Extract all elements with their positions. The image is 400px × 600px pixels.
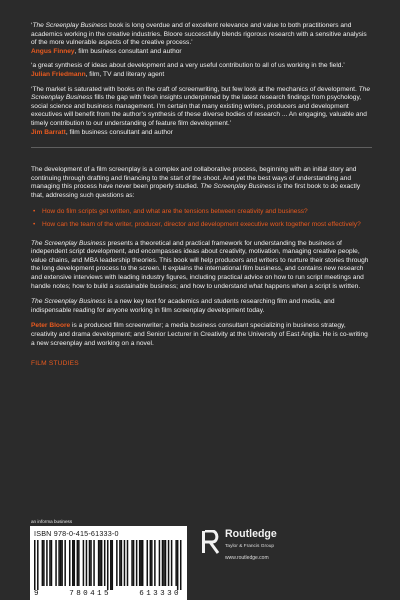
barcode-bar (150, 540, 152, 586)
barcode-bar (131, 540, 133, 586)
endorser-role: , film business consultant and author (74, 47, 182, 55)
barcode-icon (34, 540, 183, 590)
barcode-bar (49, 540, 51, 586)
barcode-bar (112, 540, 114, 590)
text-part: The development of a film screenplay is a complex and collaborative process, beginning with an initial story and continuing through drafting and financing to the start of the shoot. And yet the best ways of understanding and managing this process have never been properly studied. (31, 166, 357, 191)
barcode-digit-group: 780415 (69, 590, 111, 598)
barcode-bar (163, 540, 165, 586)
book-description (31, 166, 372, 348)
barcode-bar (175, 540, 177, 586)
barcode-bar (159, 540, 161, 586)
routledge-logo-icon (201, 530, 221, 554)
endorsement (31, 86, 372, 138)
text-part: presents a theoretical and practical framework for understanding the business of independent script development, and encompasses ideas about creativity, motivation, managing creative people, value chains, and MBA leadership theories. This book will help producers and writers to nurture their stories through the long development process to the screen. It explains the international film business, and contains new research and extensive interviews with leading industry figures, including practical advice on how to run script meetings and handle notes; how to build a sustainable business; and how to understand what happens when a script is written. (31, 239, 369, 290)
endorsements (31, 22, 372, 137)
barcode-bar (34, 540, 36, 590)
barcode-bar (107, 540, 109, 590)
barcode-bar (61, 540, 63, 586)
barcode-bar (154, 540, 156, 586)
barcode-bar (121, 540, 123, 586)
barcode-bar (171, 540, 173, 586)
author-name: Peter Bloore (31, 322, 71, 330)
barcode-bar (124, 540, 126, 586)
barcode-bar (110, 540, 112, 590)
barcode-bar (46, 540, 48, 586)
quote-text-part: fills the gap with fresh insights underpinned by the latest research findings from psychology, social science and business management. I’m certain that many existing writers, producers and development executives will benefit from the author’s synthesis of these diverse bodies of research ... An engaging, valuable and timely contribution to our understanding of feature film development.’ (31, 94, 367, 127)
question-item: • How do film scripts get written, and what are the tensions between creativity and business? (31, 208, 372, 217)
barcode-bar (86, 540, 88, 586)
barcode-bar (177, 540, 179, 590)
barcode-bar (116, 540, 118, 586)
quote-text-part: ‘a great synthesis of ideas about development and a very useful contribution to all of us working in the field.’ (31, 62, 345, 70)
barcode-bar (93, 540, 95, 586)
endorsement (31, 22, 372, 56)
endorsement-text (31, 62, 372, 71)
publisher-block (201, 528, 321, 568)
barcode-bar (99, 540, 101, 586)
endorsement (31, 62, 372, 79)
quote-text-part: book is long overdue and of excellent relevance and value to both practitioners and academics working in the creative industries. Bloore successfully blends rigorous research with a sensitive analysis of the more vulnerable aspects of the creative process.’ (31, 22, 367, 47)
endorser-name: Julian Friedmann (31, 70, 86, 78)
endorser-role: , film business consultant and author (65, 128, 173, 136)
barcode-bar (77, 540, 79, 586)
barcode-bar (127, 540, 129, 586)
endorsement-text (31, 86, 372, 129)
barcode-digits (34, 590, 181, 599)
publisher-name: Routledge (225, 528, 277, 540)
barcode-bar (180, 540, 182, 590)
question-item: • How can the team of the writer, producer, director and development executive work together most effectively? (31, 221, 372, 230)
book-title-italic: The Screenplay Business (31, 239, 106, 247)
body-paragraph (31, 240, 372, 292)
barcode-bar (104, 540, 106, 586)
barcode-bar (78, 540, 80, 586)
informa-label: an informa business (31, 519, 73, 524)
intro-paragraph (31, 166, 372, 200)
barcode-bar (55, 540, 57, 586)
endorser-name: Jim Barratt (31, 128, 66, 136)
text-part: is a new key text for academics and students researching film and media, and indispensable reading for anyone working in film screenplay development today. (31, 298, 335, 314)
quote-text-part: ‘ (31, 22, 33, 29)
barcode-bar (83, 540, 85, 586)
barcode-bar (69, 540, 71, 586)
barcode-bar (89, 540, 91, 586)
barcode-bar (142, 540, 144, 586)
quote-text-part: ‘The market is saturated with books on the craft of screenwriting, but few look at the mechanics of development. (31, 85, 359, 93)
barcode-bar (37, 540, 39, 590)
book-title-italic: The Screenplay Business (31, 85, 371, 102)
book-title-italic: The Screenplay Business (200, 183, 276, 191)
endorser-role: , film, TV and literary agent (85, 70, 165, 78)
barcode-digit-group: 9 (34, 590, 41, 598)
barcode-bar (58, 540, 60, 586)
barcode-bar (162, 540, 164, 586)
barcode-block (30, 526, 187, 600)
barcode-bar (43, 540, 45, 586)
barcode-bar (90, 540, 92, 586)
barcode-bar (60, 540, 62, 586)
barcode-bar (119, 540, 121, 586)
section-divider (31, 147, 372, 148)
subject-category: FILM STUDIES (31, 360, 79, 368)
barcode-bar (165, 540, 167, 586)
barcode-bar (98, 540, 100, 586)
isbn: ISBN 978-0-415-61333-0 (34, 529, 119, 538)
publisher-url: www.routledge.com (225, 555, 269, 561)
book-title-italic: The Screenplay Business (32, 22, 108, 29)
barcode-bar (140, 540, 142, 586)
author-bio-text: is a produced film screenwriter; a media business consultant specializing in business strategy, creativity and drama development; and Senior Lecturer in Creativity at the University of East Anglia. He is co-writing a new screenplay and working on a novel. (31, 322, 368, 347)
barcode-digit-group: 613330 (139, 590, 181, 598)
barcode-bar (51, 540, 53, 586)
endorser-name: Angus Finney (31, 47, 75, 55)
question-list (31, 208, 372, 230)
endorsement-text (31, 22, 372, 48)
author-bio (31, 322, 372, 348)
text-part: is the first book to do exactly that, addressing such questions as: (31, 183, 361, 199)
book-title-italic: The Screenplay Business (31, 298, 106, 306)
barcode-bar (133, 540, 135, 586)
publisher-group: Taylor & Francis Group (225, 544, 275, 549)
audience-paragraph (31, 298, 372, 315)
barcode-bar (168, 540, 170, 586)
barcode-bar (147, 540, 149, 586)
barcode-bar (101, 540, 103, 586)
barcode-bar (136, 540, 138, 586)
barcode-bar (64, 540, 66, 586)
endorsement-author (31, 129, 372, 138)
endorsement-author (31, 71, 372, 80)
barcode-bar (72, 540, 74, 586)
barcode-bar (139, 540, 141, 586)
barcode-bar (42, 540, 44, 586)
endorsement-author (31, 48, 372, 57)
barcode-bar (74, 540, 76, 586)
barcode-bar (151, 540, 153, 586)
